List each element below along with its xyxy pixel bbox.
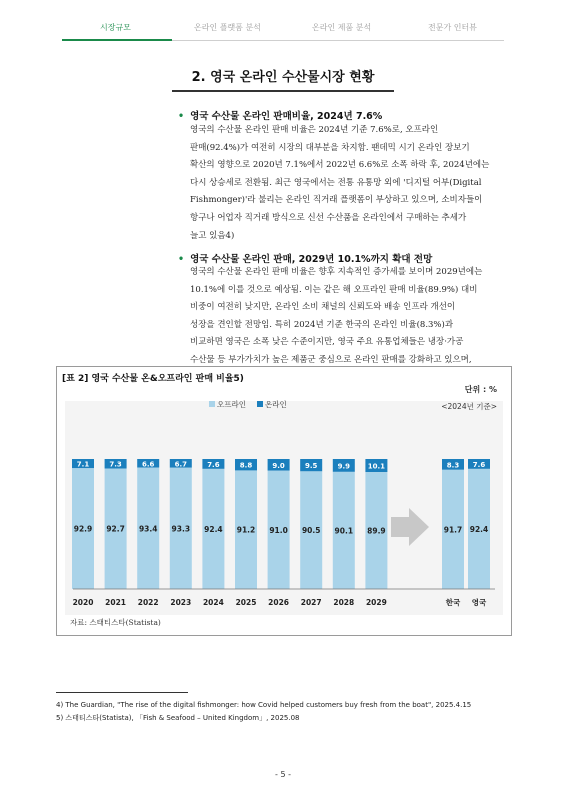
label-offline-4: 92.4 [204, 524, 223, 534]
label-online-2: 6.6 [141, 460, 155, 469]
tick-label-0: 2020 [72, 598, 94, 607]
section-title: 2. 영국 온라인 수산물시장 현황 [191, 70, 375, 85]
table-caption: [표 2] 영국 수산물 온&오프라인 판매 비율5) [62, 374, 244, 384]
label-offline-0: 92.9 [73, 524, 93, 534]
compare-label-offline-1: 92.4 [469, 524, 489, 534]
legend-swatch-online [257, 401, 263, 407]
paragraph-line: 영국의 수산물 온라인 판매 비율은 향후 지속적인 증가세를 보이며 2029년에는 [190, 267, 483, 277]
label-online-5: 8.8 [239, 461, 253, 470]
label-offline-2: 93.4 [138, 524, 158, 534]
footnote-5: 5) 스태티스타(Statista), 「Fish & Seafood – United Kingdom」, 2025.08 [56, 714, 300, 722]
tick-label-4: 2024 [202, 598, 224, 607]
legend-label-offline: 오프라인 [217, 400, 246, 409]
paragraph-line: 수산물 등 부가가치가 높은 제품군 중심으로 온라인 판매를 강화하고 있으며, [190, 354, 472, 365]
tick-label-7: 2027 [300, 598, 322, 607]
table-box [56, 366, 512, 636]
tick-label-9: 2029 [365, 598, 387, 607]
label-online-3: 6.7 [174, 460, 188, 469]
tick-label-2: 2022 [137, 598, 159, 607]
label-offline-1: 92.7 [106, 524, 125, 534]
paragraph-line: 성장을 견인할 전망임. 특히 2024년 기준 한국의 온라인 비율(8.3%)과 [190, 319, 454, 330]
bullet-heading-text: 영국 수산물 온라인 판매, 2029년 10.1%까지 확대 전망 [190, 254, 433, 265]
tab-online-product[interactable]: 온라인 제품 분석 [312, 23, 372, 32]
tab-market-size[interactable]: 시장규모 [100, 23, 131, 32]
legend-swatch-offline [209, 401, 215, 407]
compare-label-online-0: 8.3 [446, 461, 460, 470]
tick-label-1: 2021 [105, 598, 127, 607]
compare-label-online-1: 7.6 [472, 460, 486, 469]
paragraph-1 [190, 122, 504, 245]
chart-svg [57, 367, 511, 635]
tick-label-3: 2023 [170, 598, 192, 607]
bullet-heading-text: 영국 수산물 온라인 판매비율, 2024년 7.6% [190, 111, 383, 122]
footnote-4: 4) The Guardian, "The rise of the digital fishmonger: how Covid helped customers buy fresh from the boat", 2025.4.15 [56, 701, 472, 709]
label-offline-7: 90.5 [301, 526, 321, 536]
tick-label-6: 2026 [268, 598, 290, 607]
paragraph-line: 확산의 영향으로 2020년 7.1%에서 2022년 6.6%로 소폭 하락 후, 2024년에는 [190, 160, 490, 171]
paragraph-line: 판매(92.4%)가 여전히 시장의 대부분을 차지함. 팬데믹 시기 온라인 장보기 [190, 142, 470, 153]
label-offline-8: 90.1 [334, 526, 354, 536]
label-online-7: 9.5 [304, 462, 318, 471]
paragraph-line: 10.1%에 이를 것으로 예상됨. 이는 같은 해 오프라인 판매 비율(89.9%) 대비 [190, 284, 478, 295]
paragraph-line: 항구나 어업자 직거래 방식으로 신선 수산품을 온라인에서 구매하는 추세가 [190, 212, 467, 223]
title-underline [172, 90, 394, 92]
label-online-1: 7.3 [109, 460, 122, 469]
base-year-note: <2024년 기준> [441, 402, 497, 411]
paragraph-line: Fishmonger)'라 불리는 온라인 직거래 플랫폼이 부상하고 있으며, 소비자들이 [190, 195, 483, 206]
bullet-heading-2 [178, 251, 432, 265]
paragraph-line: 다시 상승세로 전환됨. 최근 영국에서는 전통 유통망 외에 '디지털 어부(Digital [190, 177, 482, 188]
tab-expert-interview[interactable]: 전문가 인터뷰 [428, 23, 477, 32]
tick-label-8: 2028 [333, 598, 355, 607]
bullet-dot-icon: • [178, 254, 185, 265]
paragraph-line: 비교하면 영국은 소폭 낮은 수준이지만, 영국 주요 유통업체들은 냉장·가공 [190, 337, 464, 348]
label-offline-6: 91.0 [269, 525, 288, 535]
label-online-9: 10.1 [367, 462, 386, 471]
bullet-dot-icon: • [178, 111, 185, 122]
compare-tick-label-0: 한국 [445, 598, 461, 607]
compare-label-offline-0: 91.7 [443, 525, 463, 535]
label-online-6: 9.0 [272, 461, 285, 470]
label-offline-3: 93.3 [171, 524, 191, 534]
unit-label: 단위 : % [464, 385, 497, 394]
label-online-8: 9.9 [337, 462, 351, 471]
label-online-4: 7.6 [207, 460, 220, 469]
tab-active-indicator [62, 39, 172, 41]
legend-label-online: 온라인 [265, 400, 287, 409]
tick-label-5: 2025 [235, 598, 257, 607]
source-note: 자료: 스태티스타(Statista) [70, 618, 161, 627]
page-number: - 5 - [275, 770, 291, 779]
paragraph-line: 영국의 수산물 온라인 판매 비율은 2024년 기준 7.6%로, 오프라인 [190, 125, 439, 135]
label-offline-5: 91.2 [236, 525, 256, 535]
compare-tick-label-1: 영국 [471, 598, 487, 607]
footnote-divider [56, 692, 188, 693]
paragraph-line: 늘고 있음4) [190, 230, 235, 241]
label-online-0: 7.1 [76, 460, 90, 469]
paragraph-line: 비중이 여전히 낮지만, 온라인 소비 채널의 신뢰도와 배송 인프라 개선이 [190, 302, 456, 313]
tab-online-platform[interactable]: 온라인 플랫폼 분석 [194, 23, 261, 32]
label-offline-9: 89.9 [367, 526, 386, 536]
bullet-heading-1 [178, 108, 382, 122]
